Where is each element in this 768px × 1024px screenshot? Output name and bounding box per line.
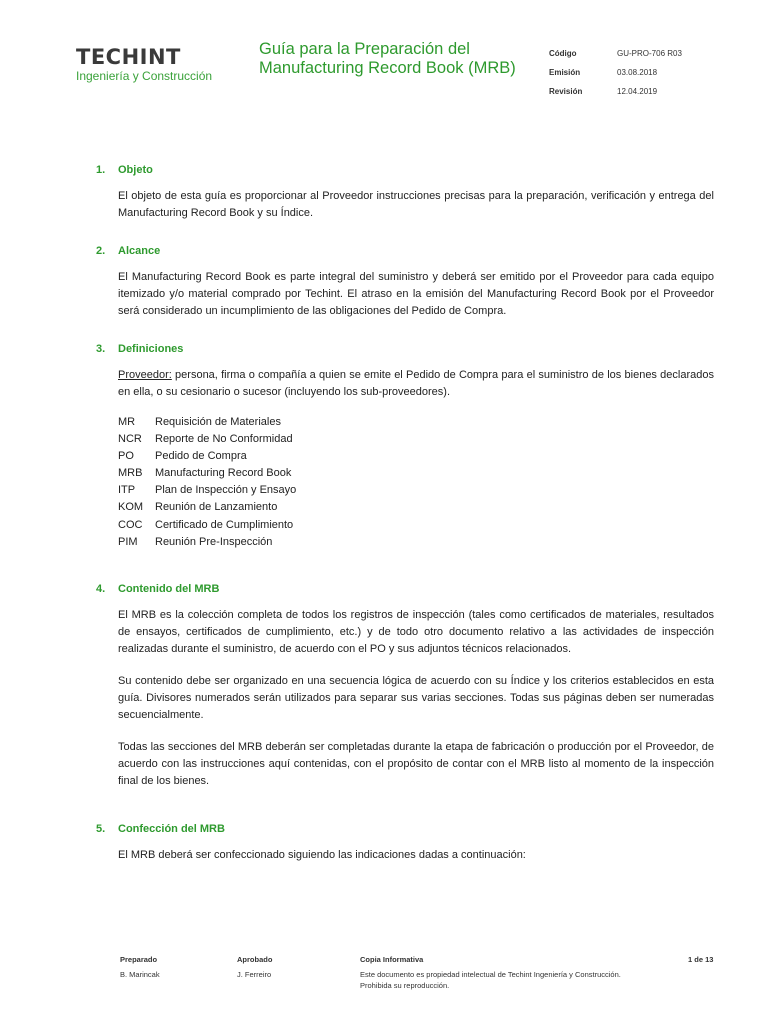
footer-approved — [237, 954, 272, 980]
copy-notice-line2: Prohibida su reproducción. — [360, 981, 450, 990]
section-title: Contenido del MRB — [118, 582, 220, 595]
meta-row-revision — [549, 82, 682, 101]
abbreviation-list — [118, 414, 714, 551]
copy-label: Copia Informativa — [360, 955, 424, 964]
abbreviation: MRB — [118, 467, 143, 480]
approved-value: J. Ferreiro — [237, 970, 272, 979]
abbreviation-meaning: Reunión de Lanzamiento — [155, 501, 278, 514]
abbreviation-meaning: Reporte de No Conformidad — [155, 433, 293, 446]
section-heading-definiciones — [96, 341, 714, 357]
document-title-line1: Guía para la Preparación del — [259, 40, 470, 58]
section-title: Confección del MRB — [118, 822, 225, 835]
meta-row-issue — [549, 63, 682, 82]
list-item — [118, 414, 714, 431]
logo-subtitle: Ingeniería y Construcción — [76, 69, 213, 83]
document-metadata — [549, 44, 682, 101]
meta-value: 03.08.2018 — [617, 68, 658, 77]
paragraph: Su contenido debe ser organizado en una secuencia lógica de acuerdo con su Índice y los criterios establecidos en esta guía. Divisores numerados serán utilizados para separar sus varias secciones. Todas sus páginas deben ser numeradas secuencialmente. — [118, 674, 714, 721]
meta-value: GU-PRO-706 R03 — [617, 49, 682, 58]
document-title-line2: Manufacturing Record Book (MRB) — [259, 59, 516, 77]
section-title: Objeto — [118, 164, 153, 176]
techint-logo — [76, 46, 212, 83]
meta-key: Emisión — [549, 68, 581, 77]
abbreviation-meaning: Requisición de Materiales — [155, 416, 281, 428]
list-item — [118, 534, 714, 551]
abbreviation: COC — [118, 518, 143, 531]
section-heading-objeto — [96, 162, 714, 178]
list-item — [118, 499, 714, 516]
abbreviation: KOM — [118, 501, 144, 514]
section-heading-alcance — [96, 243, 714, 259]
list-item — [118, 465, 714, 482]
section-heading-contenido — [96, 581, 714, 597]
paragraph: El Manufacturing Record Book es parte integral del suministro y deberá ser emitido por el Proveedor para cada equipo itemizado y/o material comprado por Techint. El atraso en la emisión del Manufacturing Record Book por el Proveedor será considerado un incumplimiento de las obligaciones del Pedido de Compra. — [118, 271, 714, 317]
approved-label: Aprobado — [237, 955, 273, 964]
document-title — [259, 40, 529, 78]
document-body — [96, 162, 714, 864]
defined-term: Proveedor: — [118, 369, 172, 381]
logo-name: TECHINT — [76, 45, 181, 69]
abbreviation: NCR — [118, 433, 142, 446]
list-item — [118, 431, 714, 448]
list-item — [118, 517, 714, 534]
footer-prepared — [120, 954, 160, 980]
abbreviation: MR — [118, 416, 136, 428]
prepared-label: Preparado — [120, 955, 158, 964]
term-definition: persona, firma o compañía a quien se emite el Pedido de Compra para el suministro de los bienes declarados en ella, o su cesionario o sucesor (incluyendo los sub-proveedores). — [118, 369, 714, 398]
copy-notice-line1: Este documento es propiedad intelectual de Techint Ingeniería y Construcción. — [360, 970, 621, 979]
list-item — [118, 448, 714, 465]
abbreviation-meaning: Pedido de Compra — [155, 450, 247, 463]
footer-copy-notice — [360, 954, 680, 991]
page-number: 1 de 13 — [688, 955, 714, 964]
section-title: Definiciones — [118, 343, 184, 355]
document-header — [0, 0, 768, 120]
paragraph: El MRB deberá ser confeccionado siguiendo las indicaciones dadas a continuación: — [118, 848, 526, 861]
abbreviation-meaning: Plan de Inspección y Ensayo — [155, 484, 297, 497]
section-number: 3. — [96, 343, 106, 355]
section-number: 2. — [96, 245, 106, 257]
meta-value: 12.04.2019 — [617, 87, 658, 96]
prepared-value: B. Marincak — [120, 970, 160, 979]
paragraph: El MRB es la colección completa de todos los registros de inspección (tales como certificados de materiales, resultados de ensayos, certificados de cumplimiento, etc.) y de todo otro documento relativo a las actividades de inspección realizadas durante el suministro, de acuerdo con el PO y sus adjuntos técnicos relacionados. — [118, 608, 714, 655]
section-title: Alcance — [118, 245, 161, 257]
section-heading-confeccion — [96, 821, 714, 837]
abbreviation-meaning: Manufacturing Record Book — [155, 467, 292, 480]
abbreviation-meaning: Certificado de Cumplimiento — [155, 518, 294, 531]
paragraph: El objeto de esta guía es proporcionar al Proveedor instrucciones precisas para la preparación, verificación y entrega del Manufacturing Record Book y su Índice. — [118, 190, 714, 219]
paragraph: Todas las secciones del MRB deberán ser completadas durante la etapa de fabricación o producción por el Proveedor, de acuerdo con las instrucciones aquí contenidas, con el propósito de contar con el MRB listo al momento de la inspección final de los bienes. — [118, 740, 714, 787]
list-item — [118, 482, 714, 499]
section-number: 5. — [96, 822, 106, 835]
abbreviation: ITP — [118, 484, 136, 497]
meta-row-code — [549, 44, 682, 63]
section-number: 1. — [96, 164, 106, 176]
meta-key: Código — [549, 49, 577, 58]
abbreviation: PO — [118, 450, 134, 463]
paragraph-proveedor-definition — [118, 367, 714, 401]
abbreviation: PIM — [118, 535, 138, 548]
meta-key: Revisión — [549, 87, 583, 96]
section-number: 4. — [96, 582, 106, 595]
abbreviation-meaning: Reunión Pre-Inspección — [155, 535, 273, 548]
